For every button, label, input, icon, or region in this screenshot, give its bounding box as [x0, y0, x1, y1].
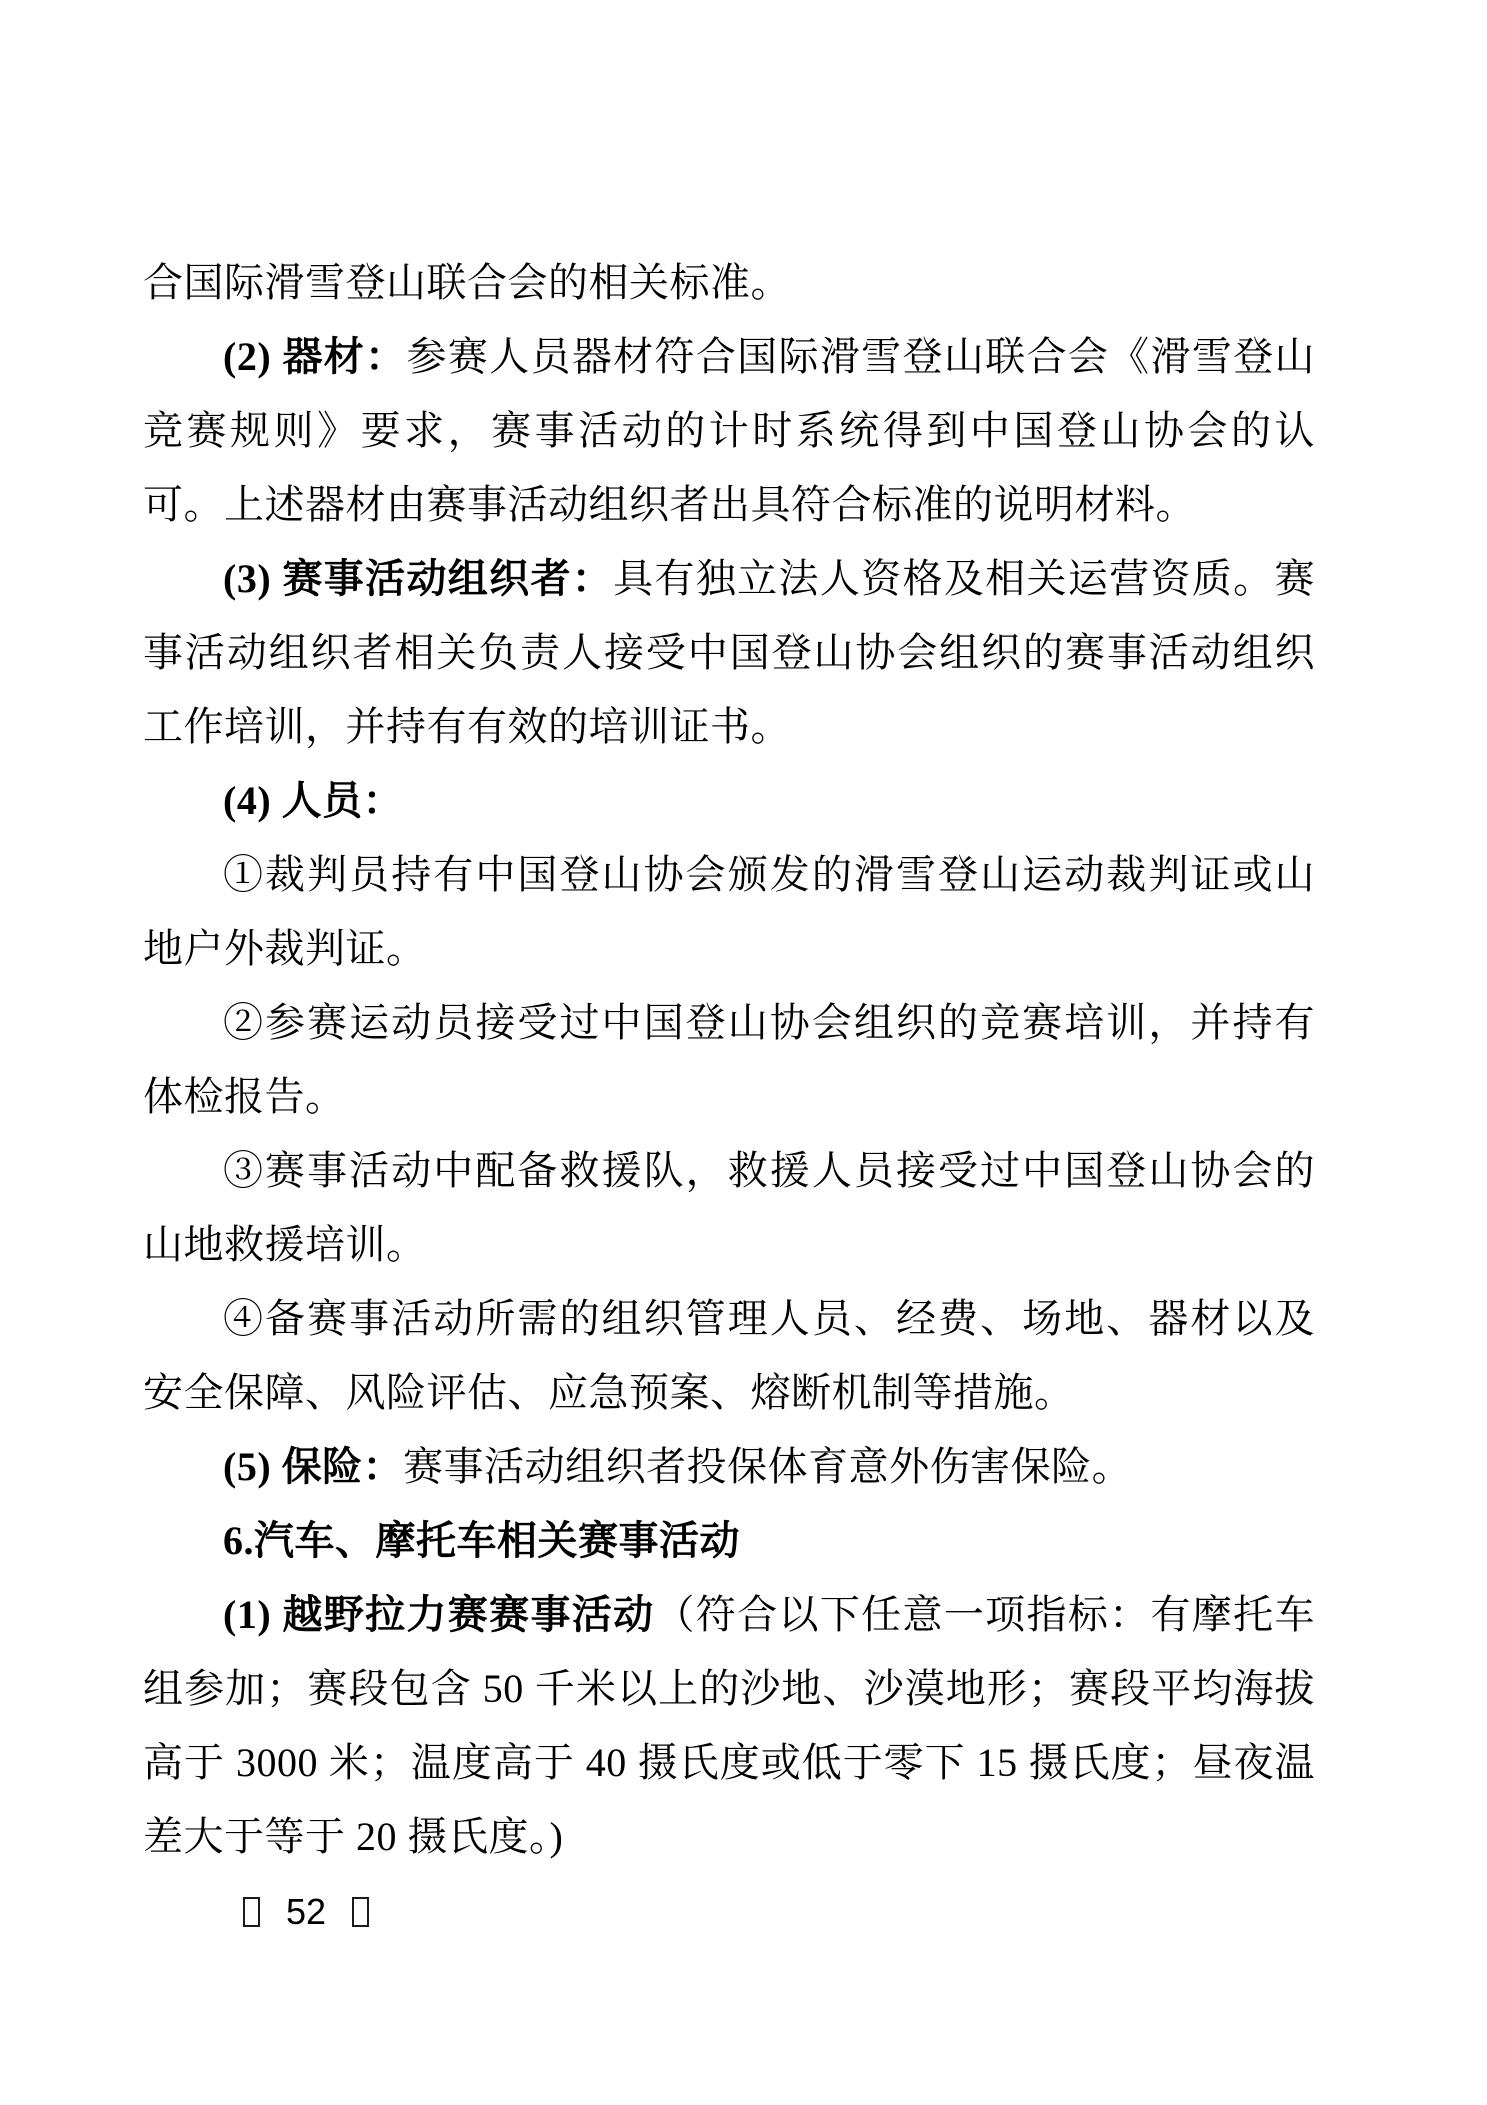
paragraph-item-2-equipment — [143, 320, 1315, 542]
item-label: (5) 保险： — [223, 1444, 404, 1489]
paragraph-item-1-rally — [143, 1578, 1315, 1874]
paragraph-continuation — [143, 246, 1315, 320]
missing-glyph-box-left — [243, 1897, 260, 1927]
body-text: ②参赛运动员接受过中国登山协会组织的竞赛培训，并持有体检报告。 — [143, 1000, 1315, 1119]
section-heading: 6.汽车、摩托车相关赛事活动 — [223, 1518, 740, 1563]
item-label: (4) 人员： — [223, 778, 404, 823]
body-text: 具有独立法人资格及相关运营资质。赛事活动组织者相关负责人接受中国登山协会组织的赛事活动组织工作培训，并持有有效的培训证书。 — [143, 556, 1316, 749]
paragraph-subitem-1 — [143, 838, 1315, 986]
missing-glyph-box-right — [352, 1897, 369, 1927]
paragraph-item-5-insurance — [143, 1430, 1315, 1504]
paragraph-section-6-heading — [143, 1504, 1315, 1578]
body-text: ③赛事活动中配备救援队，救援人员接受过中国登山协会的山地救援培训。 — [143, 1148, 1315, 1267]
page-number: 52 — [286, 1891, 327, 1932]
paragraph-subitem-2 — [143, 986, 1315, 1134]
body-text: （符合以下任意一项指标：有摩托车组参加；赛段包含 50 千米以上的沙地、沙漠地形；赛段平均海拔高于 3000 米；温度高于 40 摄氏度或低于零下 15 摄氏度；昼夜温差大于等于 20 摄氏度。) — [143, 1592, 1315, 1859]
paragraph-subitem-3 — [143, 1134, 1315, 1282]
document-body — [143, 246, 1315, 1874]
body-text: ①裁判员持有中国登山协会颁发的滑雪登山运动裁判证或山地户外裁判证。 — [143, 852, 1315, 971]
item-label: (3) 赛事活动组织者： — [223, 556, 614, 601]
item-label: (1) 越野拉力赛赛事活动 — [223, 1592, 655, 1637]
body-text: 赛事活动组织者投保体育意外伤害保险。 — [403, 1444, 1133, 1489]
page-footer — [243, 1892, 369, 1932]
paragraph-item-3-organizer — [143, 542, 1315, 764]
paragraph-subitem-4 — [143, 1282, 1315, 1430]
paragraph-item-4-personnel — [143, 764, 1315, 838]
body-text: ④备赛事活动所需的组织管理人员、经费、场地、器材以及安全保障、风险评估、应急预案、熔断机制等措施。 — [143, 1296, 1315, 1415]
body-text: 合国际滑雪登山联合会的相关标准。 — [143, 260, 791, 305]
body-text: 参赛人员器材符合国际滑雪登山联合会《滑雪登山竞赛规则》要求，赛事活动的计时系统得到中国登山协会的认可。上述器材由赛事活动组织者出具符合标准的说明材料。 — [143, 334, 1316, 527]
item-label: (2) 器材： — [223, 334, 407, 379]
